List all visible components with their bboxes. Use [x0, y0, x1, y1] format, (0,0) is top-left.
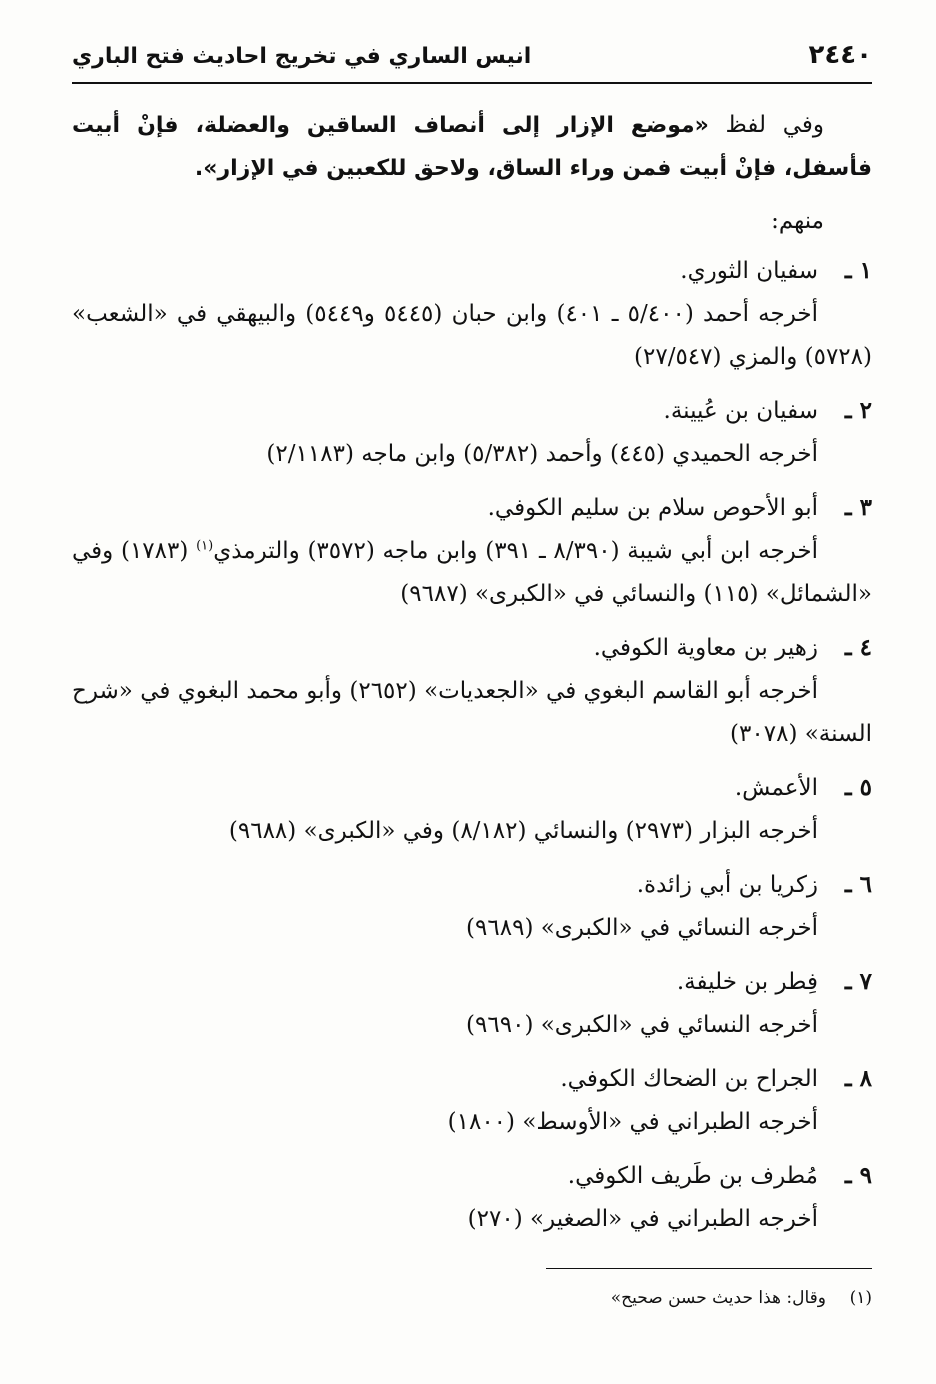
- intro-quote: «موضع الإزار إلى أنصاف الساقين والعضلة، فإنْ أبيت فأسفل، فإنْ أبيت فمن وراء الساق، ولاحق للكعبين في الإزار».: [72, 113, 872, 181]
- entry-number: ٨ ـ: [844, 1065, 872, 1092]
- narrator-name: سفيان بن عُيينة.: [663, 398, 818, 424]
- narrator-name: مُطرف بن طَريف الكوفي.: [567, 1163, 818, 1189]
- footnote-divider: [546, 1268, 872, 1269]
- narrator-name: زهير بن معاوية الكوفي.: [593, 635, 818, 661]
- footnote: [72, 1284, 872, 1312]
- narrator-name: الجراح بن الضحاك الكوفي.: [560, 1066, 818, 1092]
- source-text: أخرجه النسائي في «الكبرى» (٩٦٨٩): [466, 915, 818, 941]
- narrator-entry: [72, 249, 872, 379]
- narrator-entry: [72, 863, 872, 950]
- narrator-name: سفيان الثوري.: [680, 258, 818, 284]
- source-text: أخرجه أبو القاسم البغوي في «الجعديات» (٢٦٥٢) وأبو محمد البغوي في «شرح السنة» (٣٠٧٨): [72, 678, 872, 747]
- source-text: أخرجه الطبراني في «الصغير» (٢٧٠): [467, 1206, 818, 1232]
- running-title: انيس الساري في تخريج احاديث فتح الباري: [72, 44, 532, 69]
- source-text: [72, 530, 872, 616]
- narrator-entry: [72, 626, 872, 756]
- footnote-text: وقال: هذا حديث حسن صحيح»: [610, 1288, 826, 1308]
- narrator-entry: [72, 960, 872, 1047]
- entry-number: ٥ ـ: [844, 774, 872, 801]
- entry-number: ٤ ـ: [844, 634, 872, 661]
- intro-prefix: وفي لفظ: [708, 112, 825, 138]
- page-number: ٢٤٤٠: [808, 40, 872, 70]
- entry-number: ٢ ـ: [844, 397, 872, 424]
- narrator-name: الأعمش.: [734, 775, 818, 801]
- page-header: [72, 38, 872, 84]
- entry-number: ٧ ـ: [844, 968, 872, 995]
- narrator-entry: [72, 766, 872, 853]
- narrator-name: فِطر بن خليفة.: [676, 969, 818, 995]
- entry-number: ٩ ـ: [844, 1162, 872, 1189]
- narrator-entry: [72, 486, 872, 616]
- source-text: أخرجه الحميدي (٤٤٥) وأحمد (٥/٣٨٢) وابن ماجه (٢/١١٨٣): [266, 441, 818, 467]
- footnote-number: (١): [849, 1288, 872, 1308]
- narrator-name: أبو الأحوص سلام بن سليم الكوفي.: [487, 495, 818, 521]
- narrator-entry: [72, 389, 872, 476]
- intro-paragraph: [72, 104, 872, 190]
- minhum-label: منهم:: [771, 208, 824, 234]
- entry-number: ٣ ـ: [844, 494, 872, 521]
- source-text: أخرجه أحمد (٥/٤٠٠ ـ ٤٠١) وابن حبان (٥٤٤٥ و٥٤٤٩) والبيهقي في «الشعب» (٥٧٢٨) والمزي (٢٧/٥٤٧): [72, 301, 872, 370]
- entry-number: ١ ـ: [844, 257, 872, 284]
- source-text: أخرجه الطبراني في «الأوسط» (١٨٠٠): [447, 1109, 818, 1135]
- footnote-reference[interactable]: (١): [196, 538, 214, 554]
- narrator-entry: [72, 1154, 872, 1241]
- source-text-part: (١٧٨٣) وفي «الشمائل» (١١٥) والنسائي في «الكبرى» (٩٦٨٧): [72, 538, 872, 607]
- entry-number: ٦ ـ: [844, 871, 872, 898]
- source-text: أخرجه النسائي في «الكبرى» (٩٦٩٠): [466, 1012, 818, 1038]
- narrator-name: زكريا بن أبي زائدة.: [636, 872, 818, 898]
- page-body: [72, 104, 872, 1251]
- source-text: أخرجه البزار (٢٩٧٣) والنسائي (٨/١٨٢) وفي «الكبرى» (٩٦٨٨): [228, 818, 818, 844]
- source-text-part: أخرجه ابن أبي شيبة (٨/٣٩٠ ـ ٣٩١) وابن ماجه (٣٥٧٢) والترمذي: [213, 538, 818, 564]
- narrator-entry: [72, 1057, 872, 1144]
